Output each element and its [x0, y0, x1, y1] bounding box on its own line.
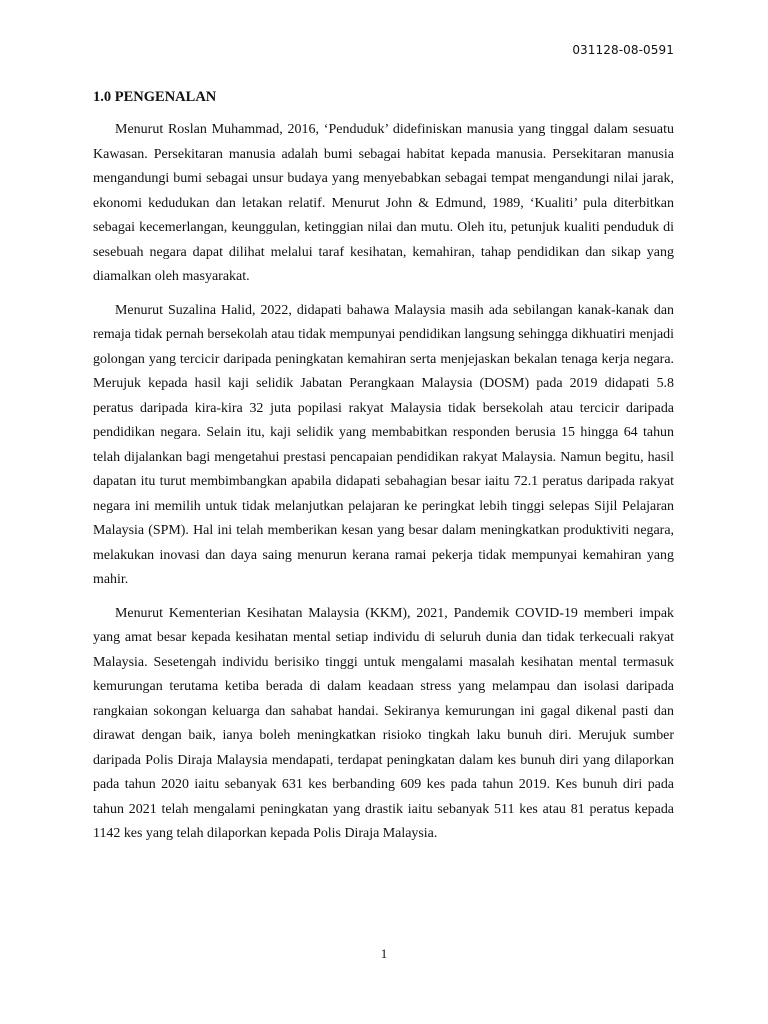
paragraph-3: Menurut Kementerian Kesihatan Malaysia (KKM), 2021, Pandemik COVID-19 memberi impak yang amat besar kepada kesihatan mental setiap individu di seluruh dunia dan tidak terkecuali rakyat Malaysia. Sesetengah individu berisiko tinggi untuk mengalami masalah kesihatan mental termasuk kemurungan terutama ketiba berada di dalam keadaan stress yang melampau dan isolasi daripada rangkaian sokongan keluarga dan sahabat handai. Sekiranya kemurungan ini gagal dikenal pasti dan dirawat dengan baik, ianya boleh meningkatkan risioko tingkah laku bunuh diri. Merujuk sumber daripada Polis Diraja Malaysia mendapati, terdapat peningkatan dalam kes bunuh diri yang dilaporkan pada tahun 2020 iaitu sebanyak 631 kes berbanding 609 kes pada tahun 2019. Kes bunuh diri pada tahun 2021 telah mengalami peningkatan yang drastik iaitu sebanyak 511 kes atau 81 peratus kepada 1142 kes yang telah dilaporkan kepada Polis Diraja Malaysia.	[93, 605, 674, 841]
page-number: 1	[380, 946, 388, 961]
paragraph-1: Menurut Roslan Muhammad, 2016, ‘Penduduk’ didefiniskan manusia yang tinggal dalam sesuatu Kawasan. Persekitaran manusia adalah bumi sebagai habitat kepada manusia. Persekitaran manusia mengandungi bumi sebagai unsur budaya yang menyebabkan sebagai tempat mengandungi nilai jarak, ekonomi kedudukan dan letakan relatif. Menurut John & Edmund, 1989, ‘Kualiti’ pula diterbitkan sebagai kecemerlangan, keunggulan, ketinggian nilai dan mutu. Oleh itu, petunjuk kualiti penduduk di sesebuah negara dapat dilihat melalui taraf kesihatan, kemahiran, tahap pendidikan dan sikap yang diamalkan oleh masyarakat.	[93, 122, 674, 284]
document-id-code: 031128-08-0591	[572, 43, 674, 57]
paragraph-2: Menurut Suzalina Halid, 2022, didapati bahawa Malaysia masih ada sebilangan kanak-kanak dan remaja tidak pernah bersekolah atau tidak mempunyai pendidikan langsung sehingga dikhuatiri menjadi golongan yang tercicir daripada peningkatan kemahiran serta menjejaskan bekalan tenaga kerja negara. Merujuk kepada hasil kaji selidik Jabatan Perangkaan Malaysia (DOSM) pada 2019 didapati 5.8 peratus daripada kira-kira 32 juta popilasi rakyat Malaysia tidak bersekolah atau tercicir daripada pendidikan negara. Selain itu, kaji selidik yang membabitkan responden berusia 15 hingga 64 tahun telah dijalankan bagi mengetahui prestasi pencapaian pendidikan rakyat Malaysia. Namun begitu, hasil dapatan itu turut membimbangkan apabila didapati sebahagian besar iaitu 72.1 peratus daripada rakyat negara ini memilih untuk tidak melanjutkan pelajaran ke peringkat lebih tinggi selepas Sijil Pelajaran Malaysia (SPM). Hal ini telah memberikan kesan yang besar dalam meningkatkan produktiviti negara, melakukan inovasi dan daya saing menurun kerana ramai pekerja tidak mempunyai kemahiran yang mahir.	[93, 302, 674, 587]
section-heading: 1.0 PENGENALAN	[93, 89, 217, 105]
document-body	[93, 86, 674, 856]
